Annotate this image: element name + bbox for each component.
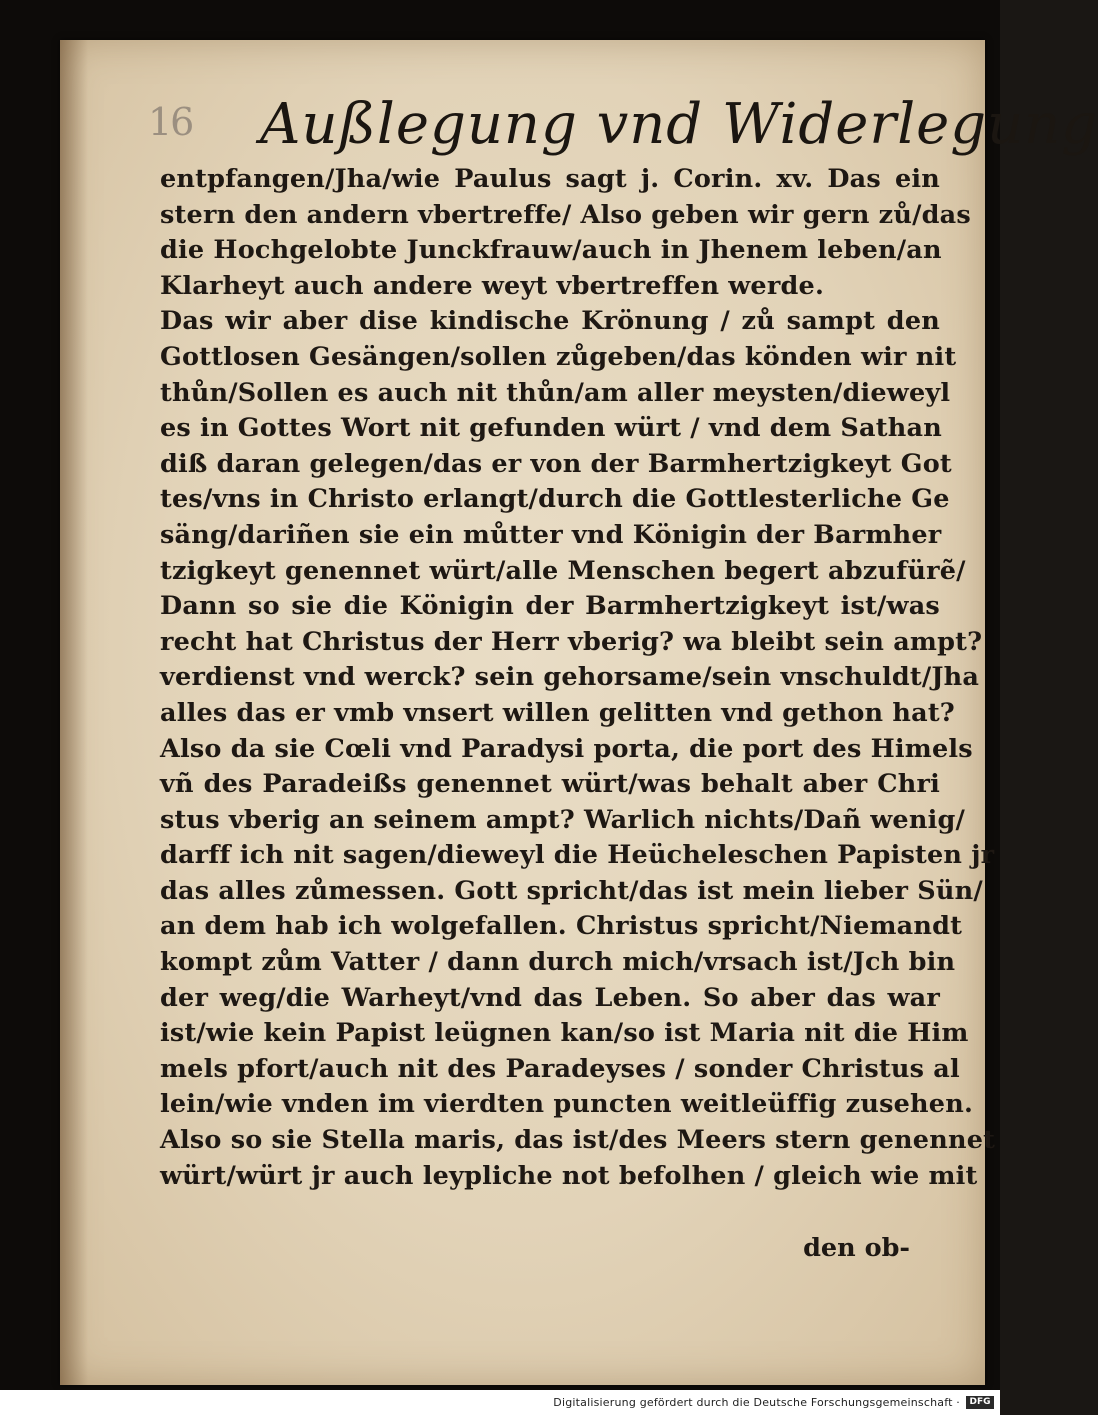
text-block <box>160 162 996 1194</box>
text-line: Das wir aber dise kindische Krönung / zů sampt den <box>160 306 940 337</box>
text-line: stus vberig an seinem ampt? Warlich nichts/Dañ wenig/ <box>160 804 966 835</box>
text-line: verdienst vnd werck? sein gehorsame/sein vnschuldt/Jha <box>160 662 980 693</box>
text-line: Klarheyt auch andere weyt vbertreffen werde. <box>160 270 825 301</box>
book-page <box>60 40 1098 1385</box>
text-line: thůn/Sollen es auch nit thůn/am aller meysten/dieweyl <box>160 377 951 408</box>
text-line: das alles zůmessen. Gott spricht/das ist mein lieber Sün/ <box>160 875 983 906</box>
text-line: Gottlosen Gesängen/sollen zůgeben/das könden wir nit <box>160 341 957 372</box>
dfg-logo-icon: DFG <box>966 1396 994 1409</box>
text-line: mels pfort/auch nit des Paradeyses / sonder Christus al <box>160 1053 960 1084</box>
text-line: entpfangen/Jha/wie Paulus sagt j. Corin. xv. Das ein <box>160 164 940 194</box>
text-line: ist/wie kein Papist leügnen kan/so ist Maria nit die Him <box>160 1018 969 1049</box>
text-line: es in Gottes Wort nit gefunden würt / vnd dem Sathan <box>160 413 942 444</box>
text-line: lein/wie vnden im vierdten puncten weitleüffig zusehen. <box>160 1089 974 1120</box>
text-line: säng/dariñen sie ein můtter vnd Königin der Barmher <box>160 519 942 550</box>
text-line: kompt zům Vatter / dann durch mich/vrsach ist/Jch bin <box>160 947 956 978</box>
page-number: 16 <box>148 100 193 144</box>
text-line: tes/vns in Christo erlangt/durch die Gottlesterliche Ge <box>160 484 950 515</box>
text-line: darff ich nit sagen/dieweyl die Heücheleschen Papisten jr <box>160 840 995 871</box>
text-line: würt/würt jr auch leypliche not befolhen / gleich wie mit <box>160 1160 978 1191</box>
text-line: diß daran gelegen/das er von der Barmhertzigkeyt Got <box>160 448 952 479</box>
text-line: der weg/die Warheyt/vnd das Leben. So aber das war <box>160 982 940 1013</box>
text-line: die Hochgelobte Junckfrauw/auch in Jhenem leben/an <box>160 235 942 266</box>
text-line: stern den andern vbertreffe/ Also geben wir gern zů/das <box>160 199 971 230</box>
text-line: recht hat Christus der Herr vberig? wa bleibt sein ampt? <box>160 626 983 657</box>
text-line: an dem hab ich wolgefallen. Christus spricht/Niemandt <box>160 911 963 942</box>
text-line: alles das er vmb vnsert willen gelitten vnd gethon hat? <box>160 697 955 728</box>
text-line: tzigkeyt genennet würt/alle Menschen begert abzufürẽ/ <box>160 555 966 586</box>
text-line: Also so sie Stella maris, das ist/des Meers stern genennet <box>160 1125 996 1156</box>
text-line: Dann so sie die Königin der Barmhertzigkeyt ist/was <box>160 591 940 622</box>
running-head: Außlegung vnd Widerlegung <box>260 92 1098 157</box>
text-line: vñ des Paradeißs genennet würt/was behalt aber Chri <box>160 769 940 800</box>
catchword: den ob- <box>803 1233 910 1263</box>
text-line: Also da sie Cœli vnd Paradysi porta, die port des Himels <box>160 733 973 764</box>
footer-credit: Digitalisierung gefördert durch die Deutsche Forschungsgemeinschaft · <box>553 1396 960 1409</box>
